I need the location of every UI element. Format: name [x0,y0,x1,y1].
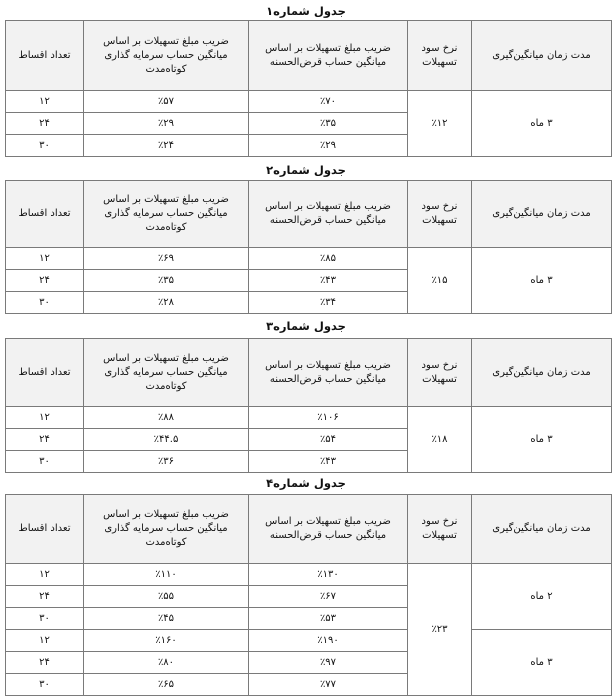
header-qarz: ضریب مبلغ تسهیلات بر اساس میانگین حساب قرض‌الحسنه [249,21,408,91]
header-period: مدت زمان میانگین‌گیری [472,339,612,407]
table-row [6,407,612,429]
installments-cell: ۱۲ [6,630,84,652]
qarz-cell: ٪۴۳ [249,270,408,292]
installments-cell: ۲۴ [6,429,84,451]
qarz-cell: ٪۳۴ [249,292,408,314]
invest-cell: ٪۴۵ [84,608,249,630]
header-invest: ضریب مبلغ تسهیلات بر اساس میانگین حساب سرمایه گذاری کوتاه‌مدت [84,339,249,407]
table-3 [5,338,612,473]
table-4-title: جدول شماره۴ [266,476,346,490]
rate-cell: ٪۱۸ [408,407,472,473]
header-period: مدت زمان میانگین‌گیری [472,495,612,564]
table-1-title: جدول شماره۱ [266,4,346,18]
installments-cell: ۱۲ [6,564,84,586]
qarz-cell: ٪۱۹۰ [249,630,408,652]
header-rate: نرخ سود تسهیلات [408,339,472,407]
invest-cell: ٪۸۰ [84,652,249,674]
invest-cell: ٪۵۷ [84,91,249,113]
qarz-cell: ٪۹۷ [249,652,408,674]
invest-cell: ٪۲۴ [84,135,249,157]
qarz-cell: ٪۶۷ [249,586,408,608]
header-invest: ضریب مبلغ تسهیلات بر اساس میانگین حساب سرمایه گذاری کوتاه‌مدت [84,181,249,248]
header-installments: تعداد اقساط [6,495,84,564]
table-3-title: جدول شماره۳ [266,319,346,333]
qarz-cell: ٪۱۳۰ [249,564,408,586]
header-rate: نرخ سود تسهیلات [408,495,472,564]
header-invest: ضریب مبلغ تسهیلات بر اساس میانگین حساب سرمایه گذاری کوتاه‌مدت [84,21,249,91]
qarz-cell: ٪۴۳ [249,451,408,473]
header-row [6,495,612,564]
rate-cell: ٪۲۳ [408,564,472,696]
qarz-cell: ٪۵۴ [249,429,408,451]
invest-cell: ٪۳۶ [84,451,249,473]
period-cell: ۳ ماه [472,630,612,696]
table-row [6,248,612,270]
period-cell: ۳ ماه [472,91,612,157]
invest-cell: ٪۲۹ [84,113,249,135]
qarz-cell: ٪۷۰ [249,91,408,113]
header-invest: ضریب مبلغ تسهیلات بر اساس میانگین حساب سرمایه گذاری کوتاه‌مدت [84,495,249,564]
period-cell: ۳ ماه [472,407,612,473]
header-row [6,21,612,91]
invest-cell: ٪۳۵ [84,270,249,292]
table-row [6,630,612,652]
rate-cell: ٪۱۲ [408,91,472,157]
installments-cell: ۲۴ [6,113,84,135]
invest-cell: ٪۱۶۰ [84,630,249,652]
period-cell: ۲ ماه [472,564,612,630]
header-row [6,181,612,248]
qarz-cell: ٪۲۹ [249,135,408,157]
invest-cell: ٪۲۸ [84,292,249,314]
rate-cell: ٪۱۵ [408,248,472,314]
qarz-cell: ٪۸۵ [249,248,408,270]
qarz-cell: ٪۷۷ [249,674,408,696]
header-period: مدت زمان میانگین‌گیری [472,181,612,248]
installments-cell: ۳۰ [6,674,84,696]
installments-cell: ۲۴ [6,270,84,292]
header-installments: تعداد اقساط [6,181,84,248]
header-installments: تعداد اقساط [6,339,84,407]
installments-cell: ۲۴ [6,652,84,674]
header-rate: نرخ سود تسهیلات [408,21,472,91]
header-installments: تعداد اقساط [6,21,84,91]
installments-cell: ۳۰ [6,451,84,473]
header-row [6,339,612,407]
qarz-cell: ٪۱۰۶ [249,407,408,429]
invest-cell: ٪۵۵ [84,586,249,608]
table-4 [5,494,612,696]
header-qarz: ضریب مبلغ تسهیلات بر اساس میانگین حساب قرض‌الحسنه [249,339,408,407]
qarz-cell: ٪۳۵ [249,113,408,135]
installments-cell: ۱۲ [6,248,84,270]
table-2 [5,180,612,314]
invest-cell: ٪۸۸ [84,407,249,429]
installments-cell: ۳۰ [6,608,84,630]
table-1 [5,20,612,157]
installments-cell: ۱۲ [6,407,84,429]
header-qarz: ضریب مبلغ تسهیلات بر اساس میانگین حساب قرض‌الحسنه [249,181,408,248]
installments-cell: ۳۰ [6,292,84,314]
invest-cell: ٪۶۹ [84,248,249,270]
period-cell: ۳ ماه [472,248,612,314]
invest-cell: ٪۶۵ [84,674,249,696]
table-row [6,564,612,586]
header-period: مدت زمان میانگین‌گیری [472,21,612,91]
invest-cell: ٪۱۱۰ [84,564,249,586]
installments-cell: ۲۴ [6,586,84,608]
installments-cell: ۳۰ [6,135,84,157]
header-rate: نرخ سود تسهیلات [408,181,472,248]
table-row [6,91,612,113]
qarz-cell: ٪۵۳ [249,608,408,630]
header-qarz: ضریب مبلغ تسهیلات بر اساس میانگین حساب قرض‌الحسنه [249,495,408,564]
invest-cell: ٪۴۴.۵ [84,429,249,451]
table-2-title: جدول شماره۲ [266,163,346,177]
installments-cell: ۱۲ [6,91,84,113]
